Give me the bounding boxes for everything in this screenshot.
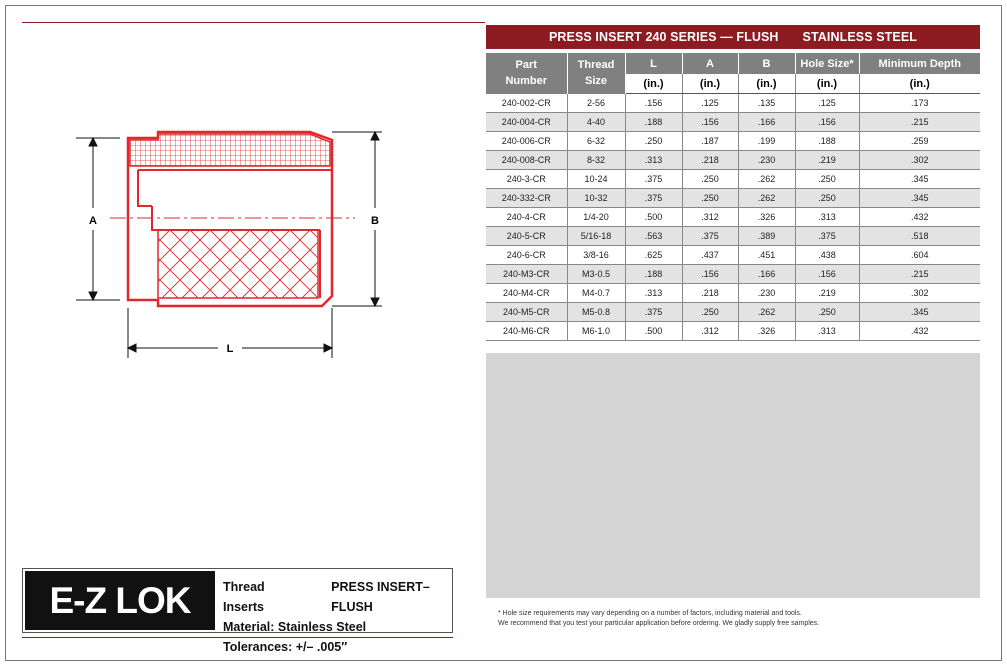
table-cell: M3-0.5 [567,265,625,284]
table-cell: .219 [795,284,859,303]
table-cell: 240-4-CR [486,208,567,227]
product-category: Thread Inserts [223,580,265,614]
table-cell: .188 [625,265,682,284]
table-cell: 240-6-CR [486,246,567,265]
table-cell: 1/4-20 [567,208,625,227]
table-cell: .375 [625,170,682,189]
table-cell: .451 [738,246,795,265]
table-row [486,208,980,227]
table-row [486,170,980,189]
table-row [486,284,980,303]
table-cell: .250 [795,303,859,322]
table-cell: .156 [625,94,682,113]
table-cell: .156 [682,113,738,132]
table-cell: 240-008-CR [486,151,567,170]
table-cell: 3/8-16 [567,246,625,265]
table-row [486,113,980,132]
table-cell: .230 [738,151,795,170]
table-cell: .250 [795,170,859,189]
table-cell: .500 [625,208,682,227]
table-cell: .302 [859,151,980,170]
table-cell: .156 [795,113,859,132]
table-cell: .262 [738,189,795,208]
spec-table-body [486,94,980,341]
spec-table [486,53,980,341]
table-cell: .375 [795,227,859,246]
table-cell: .345 [859,303,980,322]
product-type: PRESS INSERT–FLUSH [331,580,430,614]
table-cell: .326 [738,322,795,341]
table-cell: .312 [682,208,738,227]
footnote [498,609,819,629]
table-cell: .135 [738,94,795,113]
header-l: L [625,53,682,74]
table-cell: .125 [795,94,859,113]
footnote-line-1: * Hole size requirements may vary depending on a number of factors, including material and tools. [498,610,802,617]
table-cell: .156 [795,265,859,284]
table-cell: .262 [738,170,795,189]
table-cell: .313 [795,208,859,227]
table-cell: .313 [625,151,682,170]
table-cell: .389 [738,227,795,246]
table-cell: .375 [625,189,682,208]
table-cell: 4-40 [567,113,625,132]
table-cell: 240-M3-CR [486,265,567,284]
table-cell: .375 [625,303,682,322]
table-cell: .187 [682,132,738,151]
table-cell: .250 [682,189,738,208]
table-cell: 10-24 [567,170,625,189]
table-cell: .438 [795,246,859,265]
header-b: B [738,53,795,74]
table-cell: .166 [738,113,795,132]
table-cell: .326 [738,208,795,227]
table-cell: 10-32 [567,189,625,208]
table-cell: .125 [682,94,738,113]
table-cell: .188 [795,132,859,151]
table-cell: .215 [859,113,980,132]
table-cell: .604 [859,246,980,265]
table-cell: .625 [625,246,682,265]
footnote-line-2: We recommend that you test your particular application before ordering. We gladly supply free samples. [498,620,820,627]
unit-hole-size: (in.) [795,74,859,94]
table-cell: .432 [859,208,980,227]
product-info [223,577,452,657]
table-row [486,151,980,170]
table-material: STAINLESS STEEL [802,30,918,44]
unit-a: (in.) [682,74,738,94]
table-cell: .375 [682,227,738,246]
table-cell: .156 [682,265,738,284]
table-cell: 240-002-CR [486,94,567,113]
table-cell: .218 [682,284,738,303]
table-row [486,132,980,151]
table-cell: .345 [859,189,980,208]
table-cell: .345 [859,170,980,189]
table-row [486,303,980,322]
top-rule [22,22,485,23]
table-cell: .302 [859,284,980,303]
table-cell: .437 [682,246,738,265]
table-cell: 240-M4-CR [486,284,567,303]
table-cell: .166 [738,265,795,284]
product-tolerances: Tolerances: +/– .005″ [223,640,348,654]
table-row [486,94,980,113]
dimension-label-b: B [371,215,379,227]
table-cell: .250 [795,189,859,208]
table-cell: .500 [625,322,682,341]
table-row [486,189,980,208]
table-title-bar [486,25,980,49]
table-cell: .518 [859,227,980,246]
table-cell: 240-006-CR [486,132,567,151]
table-cell: .313 [795,322,859,341]
table-cell: .199 [738,132,795,151]
brand-box [22,568,453,654]
header-minimum-depth: Minimum Depth [859,53,980,74]
unit-minimum-depth: (in.) [859,74,980,94]
table-cell: .230 [738,284,795,303]
table-cell: 5/16-18 [567,227,625,246]
header-row [486,53,980,74]
dimension-label-l: L [226,343,234,355]
header-thread-size: Thread Size [567,53,625,94]
header-part-number: Part Number [486,53,567,94]
table-cell: .312 [682,322,738,341]
table-row [486,265,980,284]
ez-lok-logo: E-Z LOK [25,571,215,630]
table-title: PRESS INSERT 240 SERIES — FLUSH [548,30,779,44]
dimension-label-a: A [89,215,97,227]
table-cell: 240-M6-CR [486,322,567,341]
unit-l: (in.) [625,74,682,94]
table-cell: .563 [625,227,682,246]
table-cell: 240-M5-CR [486,303,567,322]
insert-diagram [70,110,390,360]
table-cell: 8-32 [567,151,625,170]
table-cell: .250 [682,170,738,189]
gray-panel [486,353,980,598]
unit-b: (in.) [738,74,795,94]
table-cell: M6-1.0 [567,322,625,341]
table-cell: 240-5-CR [486,227,567,246]
table-row [486,322,980,341]
table-cell: 240-332-CR [486,189,567,208]
bottom-rule [22,637,453,638]
table-cell: 6-32 [567,132,625,151]
table-cell: M5-0.8 [567,303,625,322]
table-cell: .250 [682,303,738,322]
table-cell: .215 [859,265,980,284]
table-cell: 240-3-CR [486,170,567,189]
table-cell: .313 [625,284,682,303]
header-hole-size: Hole Size* [795,53,859,74]
table-cell: .259 [859,132,980,151]
table-cell: 2-56 [567,94,625,113]
table-cell: .188 [625,113,682,132]
table-cell: .219 [795,151,859,170]
table-cell: .173 [859,94,980,113]
header-a: A [682,53,738,74]
table-cell: .432 [859,322,980,341]
product-material: Material: Stainless Steel [223,620,367,634]
table-cell: .218 [682,151,738,170]
table-cell: .262 [738,303,795,322]
table-cell: M4-0.7 [567,284,625,303]
table-row [486,227,980,246]
table-cell: 240-004-CR [486,113,567,132]
table-cell: .250 [625,132,682,151]
table-row [486,246,980,265]
